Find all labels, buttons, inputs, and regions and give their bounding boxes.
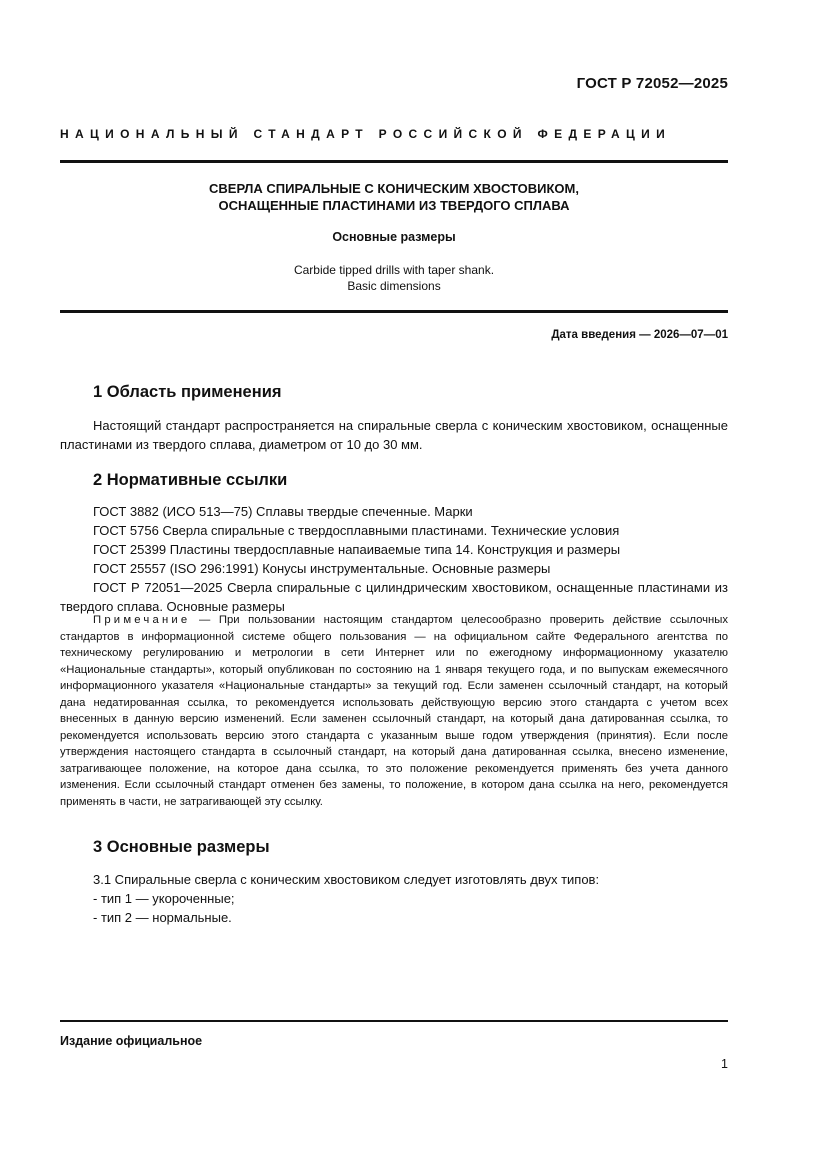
national-standard-heading: НАЦИОНАЛЬНЫЙ СТАНДАРТ РОССИЙСКОЙ ФЕДЕРАЦИИ xyxy=(60,127,672,141)
official-edition-label: Издание официальное xyxy=(60,1034,203,1048)
document-title xyxy=(60,180,728,214)
standard-number: ГОСТ Р 72052—2025 xyxy=(576,75,728,92)
type-list-item: - тип 1 — укороченные; xyxy=(93,891,235,906)
header-divider xyxy=(60,160,728,163)
reference-item: ГОСТ 3882 (ИСО 513—75) Сплавы твердые спеченные. Марки xyxy=(93,504,473,519)
document-subtitle: Основные размеры xyxy=(332,230,456,244)
section-3-heading: 3 Основные размеры xyxy=(93,838,270,856)
reference-item-last: ГОСТ Р 72051—2025 Сверла спиральные с цилиндрическим хвостовиком, оснащенные пластинами из твердого сплава. Основные размеры xyxy=(60,580,728,614)
page-number: 1 xyxy=(721,1057,728,1071)
note-paragraph xyxy=(60,612,728,810)
reference-item: ГОСТ 5756 Сверла спиральные с твердосплавными пластинами. Технические условия xyxy=(93,523,620,538)
type-list-item: - тип 2 — нормальные. xyxy=(93,910,232,925)
reference-item: ГОСТ 25399 Пластины твердосплавные напаиваемые типа 14. Конструкция и размеры xyxy=(93,542,621,557)
section-3-item: 3.1 Спиральные сверла с коническим хвостовиком следует изготовлять двух типов: xyxy=(93,872,600,887)
title-divider xyxy=(60,310,728,313)
section-1-heading: 1 Область применения xyxy=(93,383,282,401)
english-title-line-2: Basic dimensions xyxy=(347,279,441,293)
footer-divider xyxy=(60,1020,728,1022)
title-line-2: ОСНАЩЕННЫЕ ПЛАСТИНАМИ ИЗ ТВЕРДОГО СПЛАВА xyxy=(218,198,570,213)
title-line-1: СВЕРЛА СПИРАЛЬНЫЕ С КОНИЧЕСКИМ ХВОСТОВИКОМ, xyxy=(209,181,579,196)
introduction-date: Дата введения — 2026—07—01 xyxy=(551,329,728,341)
note-text: — При пользовании настоящим стандартом целесообразно проверить действие ссылочных стандартов в информационной системе общего пользования — на официальном сайте Федерального агентства по техническому регулированию и метрологии в сети Интернет или по ежегодному информационному указателю «Национальные стандарты», который опубликован по состоянию на 1 января текущего года, и по выпускам ежемесячного информационного указателя «Национальные стандарты» за текущий год. Если заменен ссылочный стандарт, на который дана недатированная ссылка, то рекомендуется использовать действующую версию этого стандарта с учетом всех внесенных в данную версию изменений. Если заменен ссылочный стандарт, на который дана датированная ссылка, то рекомендуется использовать версию этого стандарта с указанным выше годом утверждения (принятия). Если после утверждения настоящего стандарта в ссылочный стандарт, на который дана датированная ссылка, внесено изменение, затрагивающее положение, на которое дана ссылка, то это положение рекомендуется применять без учета данного изменения. Если ссылочный стандарт отменен без замены, то положение, в котором дана ссылка на него, рекомендуется применять в части, не затрагивающей эту ссылку. xyxy=(60,614,728,808)
english-title xyxy=(60,262,728,294)
section-2-heading: 2 Нормативные ссылки xyxy=(93,471,288,489)
english-title-line-1: Carbide tipped drills with taper shank. xyxy=(293,263,495,277)
section-1-text: Настоящий стандарт распространяется на спиральные сверла с коническим хвостовиком, оснащенные пластинами из твердого сплава, диаметром от 10 до 30 мм. xyxy=(60,418,728,452)
note-label: Примечание xyxy=(93,614,191,626)
reference-item: ГОСТ 25557 (ISO 296:1991) Конусы инструментальные. Основные размеры xyxy=(93,561,551,576)
